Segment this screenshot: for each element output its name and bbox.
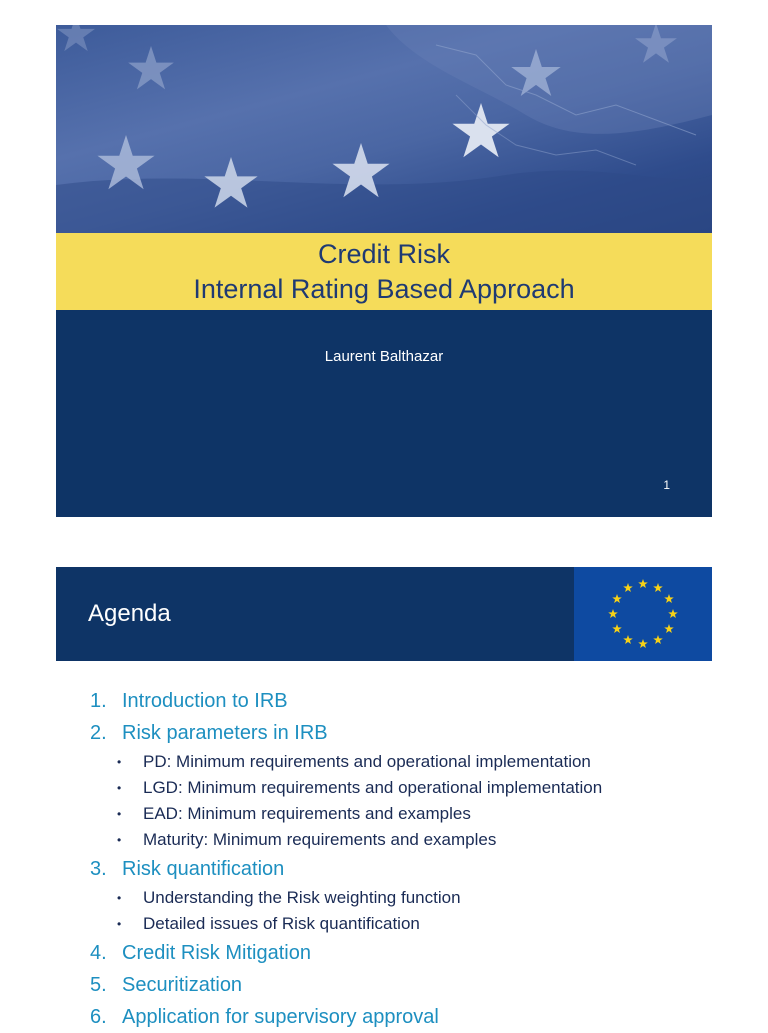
agenda-list [56,685,712,1033]
agenda-subitem-label: Understanding the Risk weighting function [143,888,461,907]
agenda-item [56,969,712,1001]
flag-stars-image [56,25,712,233]
slide-title-line2: Internal Rating Based Approach [193,273,575,304]
bullet-icon: • [117,917,122,931]
author-name: Laurent Balthazar [324,348,444,365]
page-number: 1 [663,478,670,492]
eu-flag-banner [56,25,712,233]
eu-star-icon [653,635,663,644]
title-band [56,233,712,310]
agenda-item-label: Credit Risk Mitigation [122,942,311,964]
eu-star-icon [612,594,622,603]
agenda-item-label: Application for supervisory approval [122,1006,439,1028]
agenda-item [56,685,712,717]
agenda-item-number: 2. [90,722,107,744]
eu-stars-circle [574,567,712,661]
eu-star-icon [638,639,648,648]
agenda-subitem-label: LGD: Minimum requirements and operational implementation [143,778,603,797]
agenda-item [56,717,712,749]
eu-star-icon [664,594,674,603]
title-slide [56,25,712,517]
agenda-subitem [56,827,712,853]
bullet-icon: • [117,833,122,847]
agenda-subitem-label: PD: Minimum requirements and operational implementation [143,752,591,771]
bullet-icon: • [117,807,122,821]
agenda-subitem [56,885,712,911]
agenda-item-label: Securitization [122,974,243,996]
agenda-subitem-label: Maturity: Minimum requirements and examples [143,830,497,849]
agenda-header [56,567,574,661]
agenda-item-number: 5. [90,974,107,996]
agenda-subitem [56,801,712,827]
agenda-item-label: Risk quantification [122,858,285,880]
eu-star-icon [612,624,622,633]
agenda-slide [56,567,712,1028]
bullet-icon: • [117,891,122,905]
agenda-subitem [56,775,712,801]
agenda-item-label: Introduction to IRB [122,690,288,712]
eu-star-icon [668,609,678,618]
agenda-subitem-label: EAD: Minimum requirements and examples [143,804,471,823]
slide-title-line1: Credit Risk [317,238,451,269]
agenda-subitem [56,749,712,775]
agenda-title: Agenda [88,600,171,627]
agenda-item [56,853,712,885]
author-band [56,310,712,517]
agenda-item [56,937,712,969]
eu-star-icon [623,635,633,644]
bullet-icon: • [117,781,122,795]
agenda-item-number: 4. [90,942,107,964]
eu-star-icon [664,624,674,633]
eu-star-icon [623,583,633,592]
agenda-item-number: 6. [90,1006,107,1028]
eu-star-icon [608,609,618,618]
bullet-icon: • [117,755,122,769]
agenda-subitem [56,911,712,937]
eu-star-icon [653,583,663,592]
agenda-item-number: 1. [90,690,107,712]
agenda-item-number: 3. [90,858,107,880]
eu-star-icon [638,579,648,588]
eu-flag-icon [574,567,712,661]
agenda-item [56,1001,712,1033]
agenda-subitem-label: Detailed issues of Risk quantification [143,914,420,933]
agenda-item-label: Risk parameters in IRB [122,722,328,744]
